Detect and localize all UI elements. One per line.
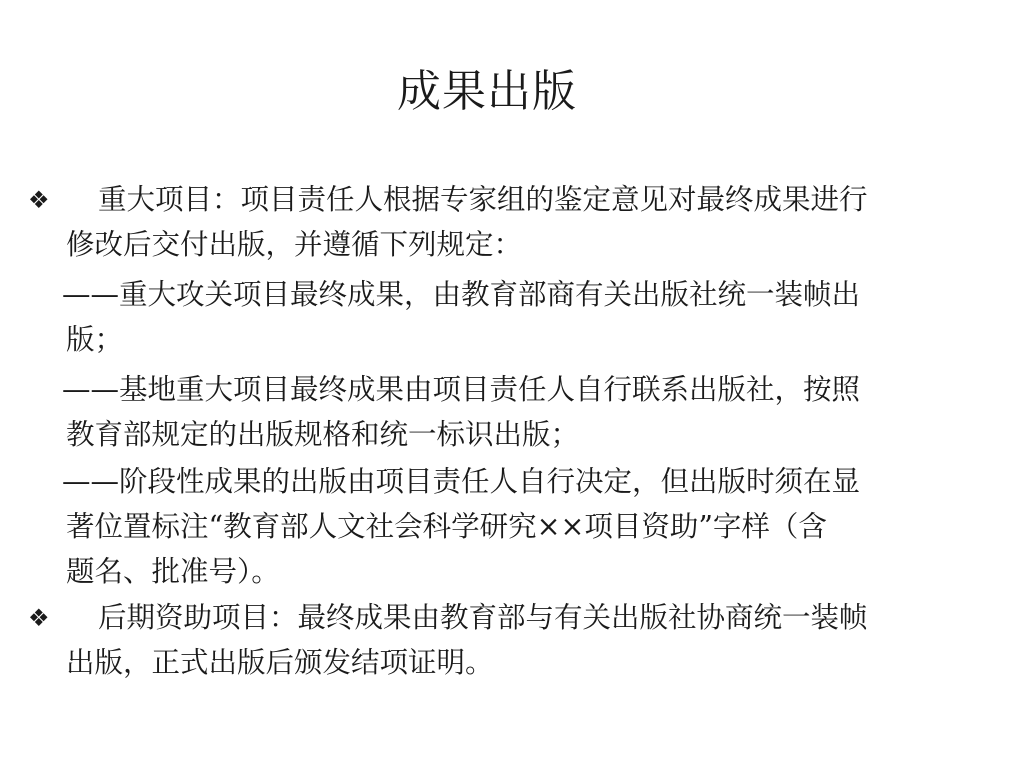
sub-item-line: ——基地重大项目最终成果由项目责任人自行联系出版社，按照: [62, 373, 861, 406]
paragraph-line: 后期资助项目：最终成果由教育部与有关出版社协商统一装帧: [98, 601, 868, 634]
bullet-icon: ❖: [28, 604, 50, 632]
sub-item-line: ——阶段性成果的出版由项目责任人自行决定，但出版时须在显: [62, 465, 861, 498]
sub-item-line: 著位置标注“教育部人文社会科学研究××项目资助”字样（含: [66, 510, 827, 543]
paragraph-line: 重大项目：项目责任人根据专家组的鉴定意见对最终成果进行: [98, 183, 868, 216]
paragraph-line: 修改后交付出版，并遵循下列规定：: [66, 228, 523, 261]
slide-title: 成果出版: [397, 66, 577, 117]
sub-item-line: 版；: [66, 323, 124, 356]
bullet-icon: ❖: [28, 186, 50, 214]
sub-item-line: 教育部规定的出版规格和统一标识出版；: [66, 418, 580, 451]
sub-item-line: ——重大攻关项目最终成果，由教育部商有关出版社统一装帧出: [62, 278, 861, 311]
sub-item-line: 题名、批准号）。: [66, 555, 280, 588]
paragraph-line: 出版，正式出版后颁发结项证明。: [66, 646, 494, 679]
